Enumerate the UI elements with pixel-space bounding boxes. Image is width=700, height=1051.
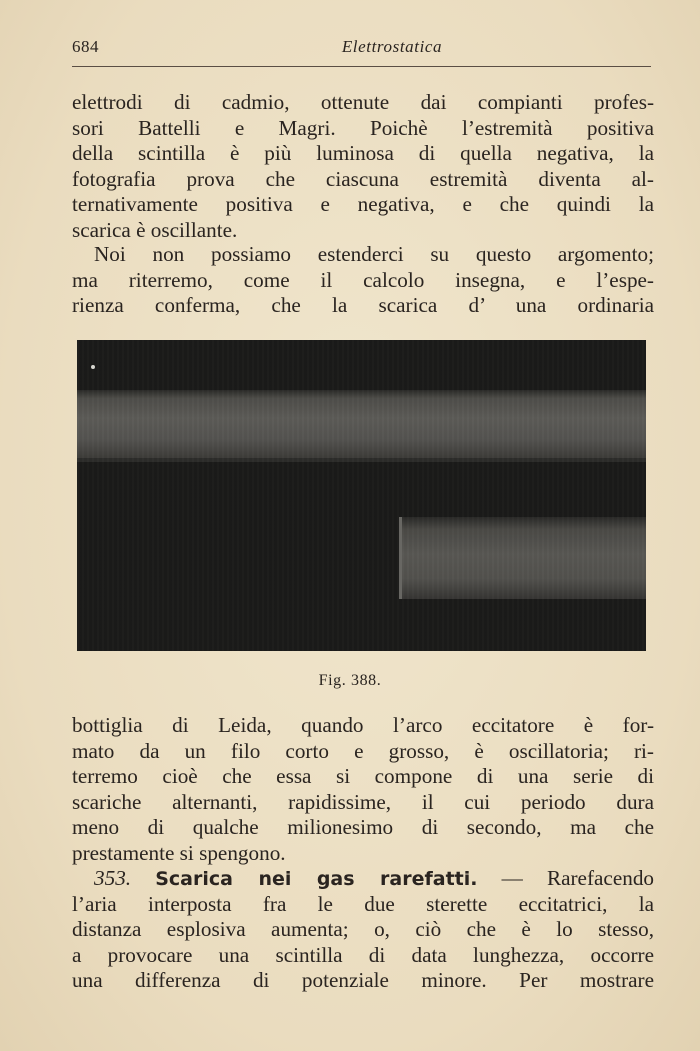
figure-caption: Fig. 388. — [318, 672, 382, 689]
page-number: 684 — [72, 37, 99, 56]
header-rule — [72, 66, 651, 67]
section-number: 353. — [94, 866, 132, 890]
text-line: fotografia prova che ciascuna estremità diventa al- — [72, 166, 654, 191]
text-line: della scintilla è più luminosa di quella negativa, la — [72, 141, 654, 165]
section-first-line-text: — Rarefacendo — [477, 866, 655, 890]
text-line: bottiglia di Leida, quando l’arco eccitatore è for- — [72, 713, 654, 737]
text-line: prestamente si spengono. — [72, 840, 286, 865]
running-title: Elettrostatica — [341, 37, 443, 56]
paragraph-1 — [72, 90, 654, 243]
text-line: sori Battelli e Magri. Poichè l’estremità positiva — [72, 115, 654, 140]
text-line: scariche alternanti, rapidissime, il cui periodo dura — [72, 789, 654, 814]
figure-388-photograph — [77, 340, 646, 651]
text-line: a provocare una scintilla di data lunghezza, occorre — [72, 942, 654, 967]
text-line: una differenza di potenziale minore. Per mostrare — [72, 968, 654, 992]
text-line: Noi non possiamo estenderci su questo argomento; — [94, 242, 654, 266]
text-line: terremo cioè che essa si compone di una serie di — [72, 764, 654, 788]
photo-grain — [77, 340, 646, 651]
text-line: distanza esplosiva aumenta; o, ciò che è lo stesso, — [72, 917, 654, 941]
text-line: l’aria interposta fra le due sterette eccitatrici, la — [72, 891, 654, 916]
text-line: elettrodi di cadmio, ottenute dai compianti profes- — [72, 90, 654, 114]
text-line: rienza conferma, che la scarica d’ una ordinaria — [72, 293, 654, 317]
text-line: mato da un filo corto e grosso, è oscillatoria; ri- — [72, 738, 654, 763]
paragraph-2 — [72, 242, 654, 319]
text-line: ma riterremo, come il calcolo insegna, e l’espe- — [72, 267, 654, 292]
text-line: meno di qualche milionesimo di secondo, ma che — [72, 815, 654, 839]
paragraph-3 — [72, 713, 654, 866]
section-353 — [72, 866, 654, 994]
text-line: scarica è oscillante. — [72, 217, 238, 242]
text-line: ternativamente positiva e negativa, e che quindi la — [72, 192, 654, 216]
section-heading-line — [72, 866, 654, 892]
page-header — [72, 37, 652, 61]
section-title: Scarica nei gas rarefatti. — [155, 868, 478, 890]
